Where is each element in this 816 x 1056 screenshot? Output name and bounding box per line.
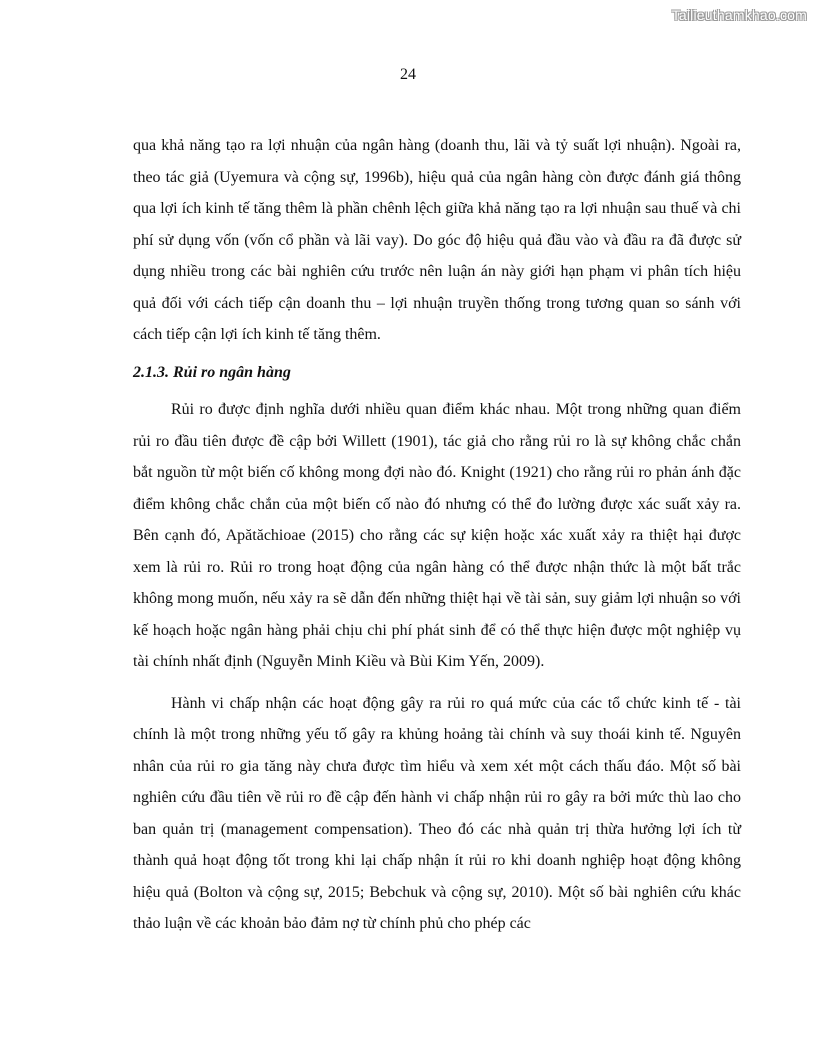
document-body	[133, 130, 741, 940]
watermark-text: Tailieuthamkhao.com	[671, 7, 807, 23]
page-number: 24	[400, 66, 416, 83]
paragraph-risk-definition: Rủi ro được định nghĩa dưới nhiều quan điểm khác nhau. Một trong những quan điểm rủi ro đầu tiên được đề cập bởi Willett (1901), tác giả cho rằng rủi ro là sự không chắc chắn bắt nguồn từ một biến cố không mong đợi nào đó. Knight (1921) cho rằng rủi ro phản ánh đặc điểm không chắc chắn của một biến cố nào đó nhưng có thể đo lường được xác suất xảy ra. Bên cạnh đó, Apătăchioae (2015) cho rằng các sự kiện hoặc xác xuất xảy ra thiệt hại được xem là rủi ro. Rủi ro trong hoạt động của ngân hàng có thể được nhận thức là một bất trắc không mong muốn, nếu xảy ra sẽ dẫn đến những thiệt hại về tài sản, suy giảm lợi nhuận so với kế hoạch hoặc ngân hàng phải chịu chi phí phát sinh để có thể thực hiện được một nghiệp vụ tài chính nhất định (Nguyễn Minh Kiều và Bùi Kim Yến, 2009).	[133, 401, 741, 670]
paragraph-risk-behavior: Hành vi chấp nhận các hoạt động gây ra rủi ro quá mức của các tổ chức kinh tế - tài chính là một trong những yếu tố gây ra khủng hoảng tài chính và suy thoái kinh tế. Nguyên nhân của rủi ro gia tăng này chưa được tìm hiểu và xem xét một cách thấu đáo. Một số bài nghiên cứu đầu tiên về rủi ro đề cập đến hành vi chấp nhận rủi ro gây ra bởi mức thù lao cho ban quản trị (management compensation). Theo đó các nhà quản trị thừa hưởng lợi ích từ thành quả hoạt động tốt trong khi lại chấp nhận ít rủi ro khi doanh nghiệp hoạt động không hiệu quả (Bolton và cộng sự, 2015; Bebchuk và cộng sự, 2010). Một số bài nghiên cứu khác thảo luận về các khoản bảo đảm nợ từ chính phủ cho phép các	[133, 694, 741, 932]
section-heading: 2.1.3. Rủi ro ngân hàng	[133, 363, 291, 381]
paragraph-continuation: qua khả năng tạo ra lợi nhuận của ngân hàng (doanh thu, lãi và tỷ suất lợi nhuận). Ngoài ra, theo tác giả (Uyemura và cộng sự, 1996b), hiệu quả của ngân hàng còn được đánh giá thông qua lợi ích kinh tế tăng thêm là phần chênh lệch giữa khả năng tạo ra lợi nhuận sau thuế và chi phí sử dụng vốn (vốn cổ phần và lãi vay). Do góc độ hiệu quả đầu vào và đầu ra đã được sử dụng nhiều trong các bài nghiên cứu trước nên luận án này giới hạn phạm vi phân tích hiệu quả đối với cách tiếp cận doanh thu – lợi nhuận truyền thống trong tương quan so sánh với cách tiếp cận lợi ích kinh tế tăng thêm.	[133, 137, 741, 343]
